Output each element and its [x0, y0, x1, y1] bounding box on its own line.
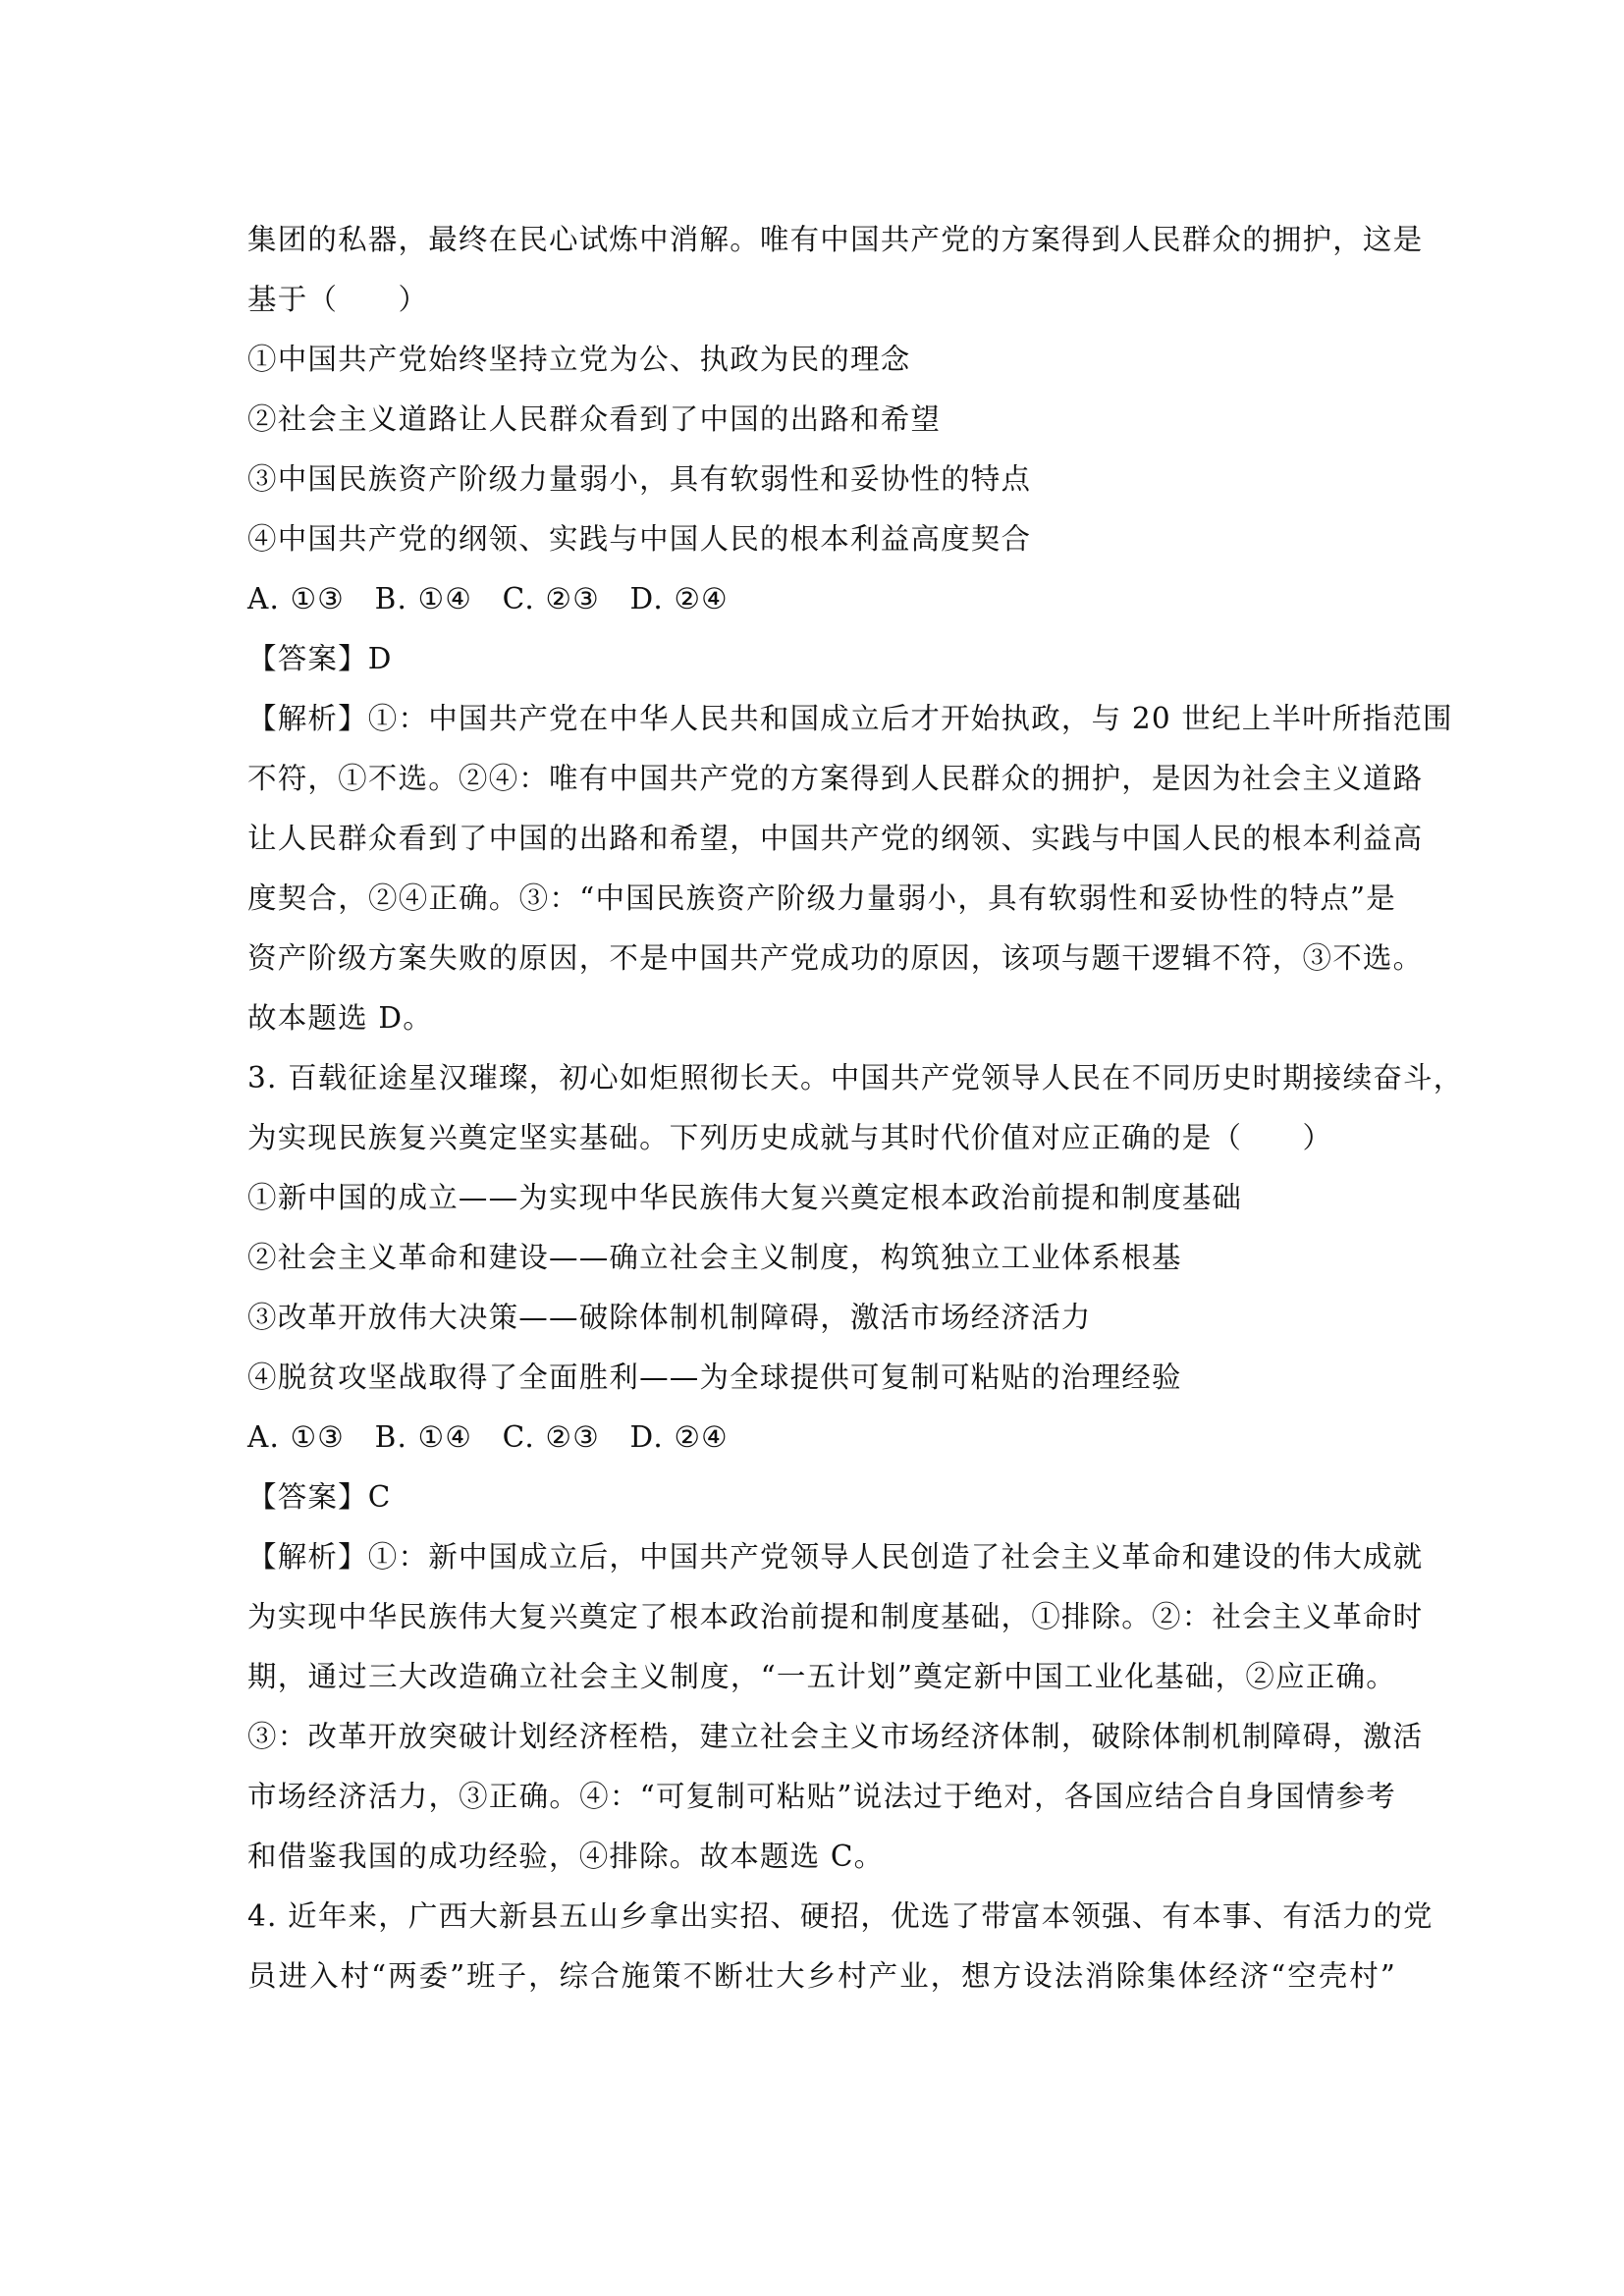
analysis-line: 期，通过三大改造确立社会主义制度，“一五计划”奠定新中国工业化基础，②应正确。: [247, 1660, 1396, 1693]
option-statement: ②社会主义革命和建设——确立社会主义制度，构筑独立工业体系根基: [247, 1241, 1182, 1274]
analysis-line: 度契合，②④正确。③：“中国民族资产阶级力量弱小，具有软弱性和妥协性的特点”是: [247, 881, 1396, 915]
text-line: 集团的私器，最终在民心试炼中消解。唯有中国共产党的方案得到人民群众的拥护，这是: [247, 223, 1424, 256]
answer-choices: A. ①③ B. ①④ C. ②③ D. ②④: [247, 582, 729, 615]
analysis-line: ③：改革开放突破计划经济桎梏，建立社会主义市场经济体制，破除体制机制障碍，激活: [247, 1720, 1424, 1753]
text-line: 基于（ ）: [247, 283, 429, 316]
option-statement: ④中国共产党的纲领、实践与中国人民的根本利益高度契合: [247, 522, 1032, 556]
answer-label: 【答案】C: [247, 1480, 392, 1514]
question-stem: 4. 近年来，广西大新县五山乡拿出实招、硬招，优选了带富本领强、有本事、有活力的党: [247, 1899, 1434, 1933]
option-statement: ②社会主义道路让人民群众看到了中国的出路和希望: [247, 402, 942, 436]
answer-choices: A. ①③ B. ①④ C. ②③ D. ②④: [247, 1420, 729, 1454]
analysis-line: 【解析】①：新中国成立后，中国共产党领导人民创造了社会主义革命和建设的伟大成就: [247, 1540, 1424, 1574]
analysis-line: 资产阶级方案失败的原因，不是中国共产党成功的原因，该项与题干逻辑不符，③不选。: [247, 941, 1424, 975]
option-statement: ③中国民族资产阶级力量弱小，具有软弱性和妥协性的特点: [247, 462, 1032, 496]
option-statement: ①中国共产党始终坚持立党为公、执政为民的理念: [247, 343, 911, 376]
option-statement: ①新中国的成立——为实现中华民族伟大复兴奠定根本政治前提和制度基础: [247, 1181, 1243, 1214]
analysis-line: 市场经济活力，③正确。④：“可复制可粘贴”说法过于绝对，各国应结合自身国情参考: [247, 1780, 1396, 1813]
document-page: [247, 210, 1464, 2006]
option-statement: ④脱贫攻坚战取得了全面胜利——为全球提供可复制可粘贴的治理经验: [247, 1361, 1182, 1394]
analysis-line: 和借鉴我国的成功经验，④排除。故本题选 C。: [247, 1840, 885, 1873]
analysis-line: 故本题选 D。: [247, 1001, 433, 1035]
analysis-line: 不符，①不选。②④：唯有中国共产党的方案得到人民群众的拥护，是因为社会主义道路: [247, 762, 1424, 795]
analysis-line: 【解析】①：中国共产党在中华人民共和国成立后才开始执政，与 20 世纪上半叶所指范围: [247, 702, 1453, 735]
question-stem: 为实现民族复兴奠定坚实基础。下列历史成就与其时代价值对应正确的是（ ）: [247, 1121, 1333, 1154]
question-stem: 3. 百载征途星汉璀璨，初心如炬照彻长天。中国共产党领导人民在不同历史时期接续奋斗，: [247, 1061, 1464, 1095]
analysis-line: 让人民群众看到了中国的出路和希望，中国共产党的纲领、实践与中国人民的根本利益高: [247, 822, 1424, 855]
answer-label: 【答案】D: [247, 642, 393, 675]
option-statement: ③改革开放伟大决策——破除体制机制障碍，激活市场经济活力: [247, 1301, 1092, 1334]
analysis-line: 为实现中华民族伟大复兴奠定了根本政治前提和制度基础，①排除。②：社会主义革命时: [247, 1600, 1424, 1633]
question-stem: 员进入村“两委”班子，综合施策不断壮大乡村产业，想方设法消除集体经济“空壳村”: [247, 1959, 1396, 1993]
